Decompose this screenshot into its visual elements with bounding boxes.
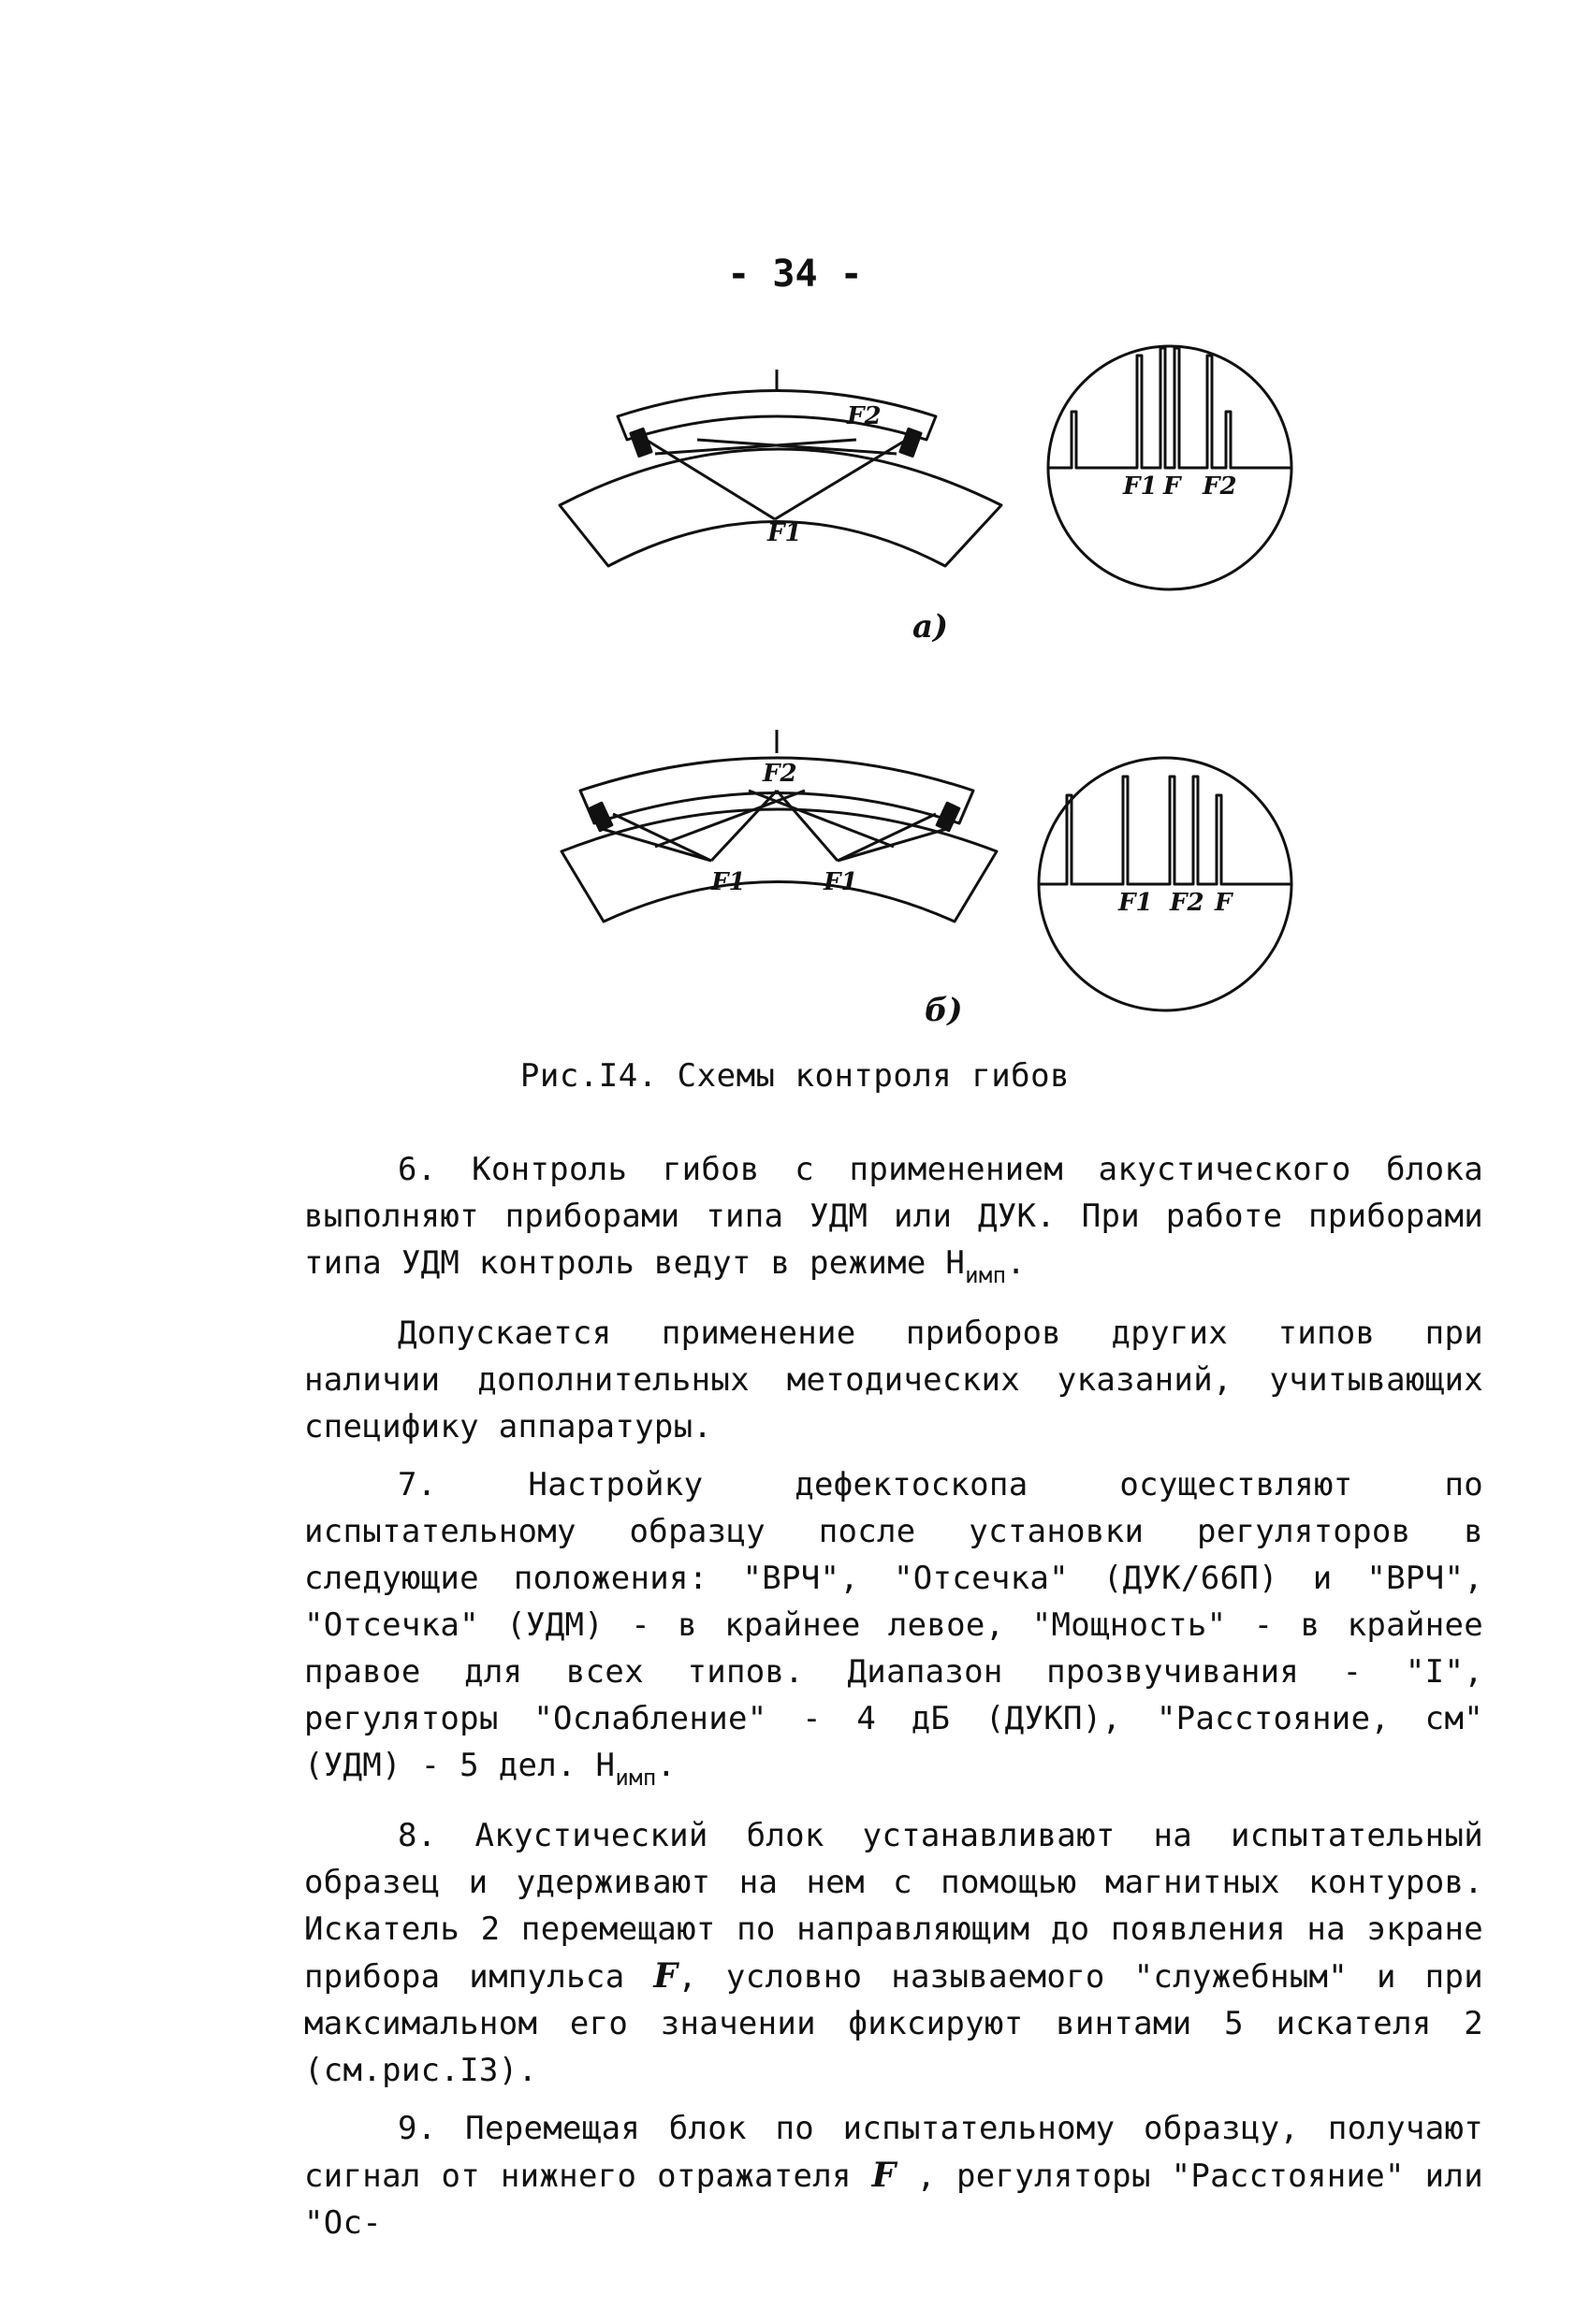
- diagram-b-transducer-left: [590, 803, 612, 830]
- diagram-a-screen-label-f1: F1: [1123, 472, 1158, 501]
- diagram-b-pipe-label-f2: F2: [763, 760, 797, 788]
- page-number: - 34 -: [727, 253, 863, 296]
- paragraph-6: 6. Контроль гибов с применением акустического блока выполняют приборами типа УДМ или ДУК. При работе приборами типа УДМ контроль ведут в режиме $Н_{имп}$.: [304, 1151, 1483, 1288]
- paragraph-8: 8. Акустический блок устанавливают на испытательный образец и удерживают на нем с помощью магнитных контуров. Искатель 2 перемещают по направляющим до появления на экране прибора импульса F, условно называемого "служебным" и при максимальном его значении фиксируют винтами 5 искателя 2 (см.рис.I3).: [304, 1817, 1483, 2089]
- diagram-b-pipe-label-f1-left: F1: [711, 868, 746, 896]
- paragraph-9: 9. Перемещая блок по испытательному образцу, получают сигнал от нижнего отражателя F , регуляторы "Расстояние" или "Ос-: [304, 2110, 1483, 2242]
- diagram-b-screen-label-f2: F2: [1170, 889, 1204, 917]
- diagram-a-pipe-wall: [560, 449, 1001, 566]
- diagram-b-screen-label-f1: F1: [1118, 889, 1153, 917]
- figure-caption: Рис.I4. Схемы контроля гибов: [519, 1057, 1071, 1095]
- diagram-a-outer-block: [618, 391, 936, 441]
- paragraph-7: 7. Настройку дефектоскопа осуществляют по испытательному образцу после установки регуляторов в следующие положения: "ВРЧ", "Отсечка" (ДУК/66П) и "ВРЧ", "Отсечка" (УДМ) - в крайнее левое, "Мощность" - в крайнее правое для всех типов. Диапазон прозвучивания - "I", регуляторы "Ослабление" - 4 дБ (ДУКП), "Расстояние, см" (УДМ) - 5 дел. $Н_{имп}$.: [304, 1466, 1483, 1791]
- diagram-a-screen: [1048, 346, 1291, 589]
- diagram-b-pipe-label-f1-right: F1: [824, 868, 858, 896]
- diagram-b-screen: [1039, 758, 1291, 1010]
- diagram-a-pipe-label-f1: F1: [767, 519, 802, 547]
- figure-label-a: а): [912, 608, 949, 646]
- diagram-a-screen-label-f2: F2: [1203, 472, 1237, 501]
- diagram-a-screen-label-f: F: [1163, 472, 1181, 501]
- figure-label-b: б): [925, 992, 963, 1029]
- body-text: [304, 1146, 1483, 2258]
- diagram-b-screen-label-f: F: [1215, 889, 1233, 917]
- diagram-a-pipe-label-f2: F2: [847, 402, 882, 430]
- diagram-b-pipe: [562, 730, 997, 922]
- paragraph-6-note: Допускается применение приборов других типов при наличии дополнительных методических указаний, учитывающих специфику аппаратуры.: [304, 1315, 1483, 1445]
- diagram-b-transducer-right: [937, 803, 959, 830]
- diagram-b-pipe-wall: [562, 809, 997, 922]
